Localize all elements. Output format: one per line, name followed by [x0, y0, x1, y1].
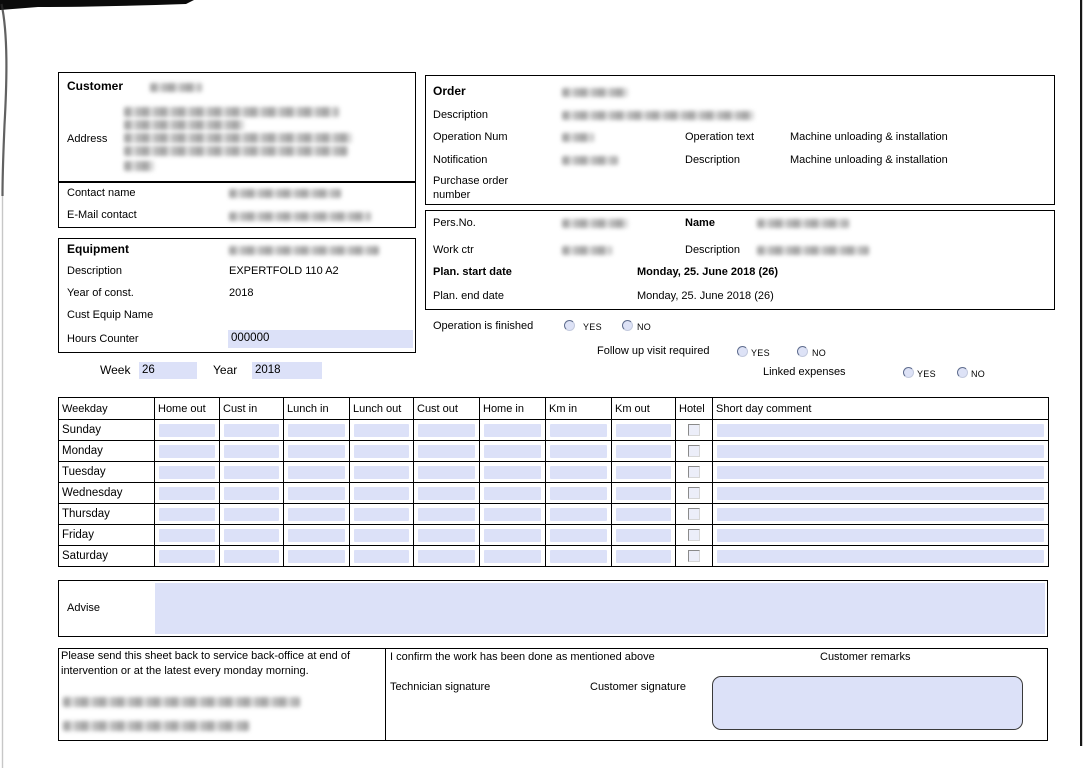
col-header-hotel: Hotel: [676, 398, 713, 420]
confirm-text: I confirm the work has been done as mentioned above: [390, 651, 655, 663]
wednesday-home-out-input[interactable]: [159, 487, 215, 500]
thursday-km-out-input[interactable]: [616, 508, 671, 521]
contact-name-label: Contact name: [67, 187, 136, 199]
wednesday-hotel-checkbox[interactable]: [688, 487, 700, 499]
wednesday-km-out-input[interactable]: [616, 487, 671, 500]
monday-lunch-in-input[interactable]: [288, 445, 345, 458]
operation-finished-no-radio[interactable]: [622, 320, 633, 331]
friday-km-in-input[interactable]: [550, 529, 607, 542]
col-header-lunch-out: Lunch out: [350, 398, 414, 420]
week-label: Week: [100, 363, 131, 377]
sunday-km-in-input[interactable]: [550, 424, 607, 437]
address-line-redacted: [124, 161, 154, 171]
saturday-cust-out-input[interactable]: [418, 550, 475, 563]
col-header-lunch-in: Lunch in: [284, 398, 350, 420]
operation-finished-label: Operation is finished: [433, 320, 534, 332]
thursday-cust-out-input[interactable]: [418, 508, 475, 521]
email-redacted: [229, 212, 371, 221]
saturday-km-in-input[interactable]: [550, 550, 607, 563]
equipment-number-redacted: [229, 246, 379, 255]
table-row-wednesday: [59, 483, 1049, 504]
advise-value: [155, 583, 1045, 587]
tuesday-lunch-out-input[interactable]: [354, 466, 409, 479]
table-row-sunday: [59, 420, 1049, 441]
service-contact-email-redacted: [63, 721, 249, 731]
plan-end-label: Plan. end date: [433, 290, 504, 302]
col-header-home-out: Home out: [155, 398, 220, 420]
wednesday-km-in-input[interactable]: [550, 487, 607, 500]
tuesday-cust-out-input[interactable]: [418, 466, 475, 479]
backoffice-note-text: Please send this sheet back to service back-office at end of intervention or at the latest every monday morning.: [61, 650, 351, 677]
table-row-monday: [59, 441, 1049, 462]
operation-text-value: Machine unloading & installation: [790, 131, 948, 143]
sunday-cust-out-input[interactable]: [418, 424, 475, 437]
tuesday-km-in-input[interactable]: [550, 466, 607, 479]
table-row-thursday: [59, 504, 1049, 525]
linked-expenses-label: Linked expenses: [763, 366, 846, 378]
monday-comment-input[interactable]: [717, 445, 1044, 458]
operation-text-label: Operation text: [685, 131, 755, 143]
weekday-label: Wednesday: [59, 483, 155, 504]
wednesday-cust-in-input[interactable]: [224, 487, 279, 500]
monday-km-out-input[interactable]: [616, 445, 671, 458]
plan-start-label: Plan. start date: [433, 266, 512, 278]
friday-hotel-checkbox[interactable]: [688, 529, 700, 541]
follow-up-no-radio[interactable]: [797, 346, 808, 357]
sunday-home-in-input[interactable]: [484, 424, 541, 437]
col-header-cust-in: Cust in: [220, 398, 284, 420]
wednesday-comment-input[interactable]: [717, 487, 1044, 500]
equipment-label: Equipment: [67, 242, 129, 256]
sunday-km-out-input[interactable]: [616, 424, 671, 437]
follow-up-yes-label: YES: [751, 348, 770, 358]
friday-cust-out-input[interactable]: [418, 529, 475, 542]
customer-number-redacted: [150, 83, 202, 92]
year-of-const-value: 2018: [229, 287, 254, 299]
monday-home-in-input[interactable]: [484, 445, 541, 458]
col-header-cust-out: Cust out: [414, 398, 480, 420]
operation-num-label: Operation Num: [433, 131, 508, 143]
address-line-redacted: [124, 107, 339, 117]
saturday-comment-input[interactable]: [717, 550, 1044, 563]
friday-home-out-input[interactable]: [159, 529, 215, 542]
tuesday-lunch-in-input[interactable]: [288, 466, 345, 479]
timesheet-table: [58, 397, 1049, 567]
wednesday-lunch-in-input[interactable]: [288, 487, 345, 500]
friday-km-out-input[interactable]: [616, 529, 671, 542]
weekday-label: Saturday: [59, 546, 155, 567]
saturday-km-out-input[interactable]: [616, 550, 671, 563]
friday-cust-in-input[interactable]: [224, 529, 279, 542]
equipment-description-label: Description: [67, 265, 123, 277]
pers-no-redacted: [562, 219, 628, 228]
notification-redacted: [562, 156, 618, 165]
order-description-label: Description: [433, 109, 489, 121]
year-of-const-label: Year of const.: [67, 287, 134, 299]
week-value: 26: [142, 364, 155, 376]
week-input[interactable]: [139, 362, 197, 379]
table-row-saturday: [59, 546, 1049, 567]
customer-signature-label: Customer signature: [590, 681, 686, 693]
hours-counter-value: 000000: [231, 332, 270, 344]
technician-signature-label: Technician signature: [390, 681, 491, 693]
notification-description-label: Description: [685, 154, 741, 166]
tuesday-comment-input[interactable]: [717, 466, 1044, 479]
follow-up-label: Follow up visit required: [597, 345, 710, 357]
sunday-hotel-checkbox[interactable]: [688, 424, 700, 436]
col-header-short-day-comment: Short day comment: [713, 398, 1049, 420]
name-redacted: [757, 219, 849, 228]
table-row-tuesday: [59, 462, 1049, 483]
order-label: Order: [433, 84, 466, 98]
purchase-order-label: Purchase order number: [433, 175, 509, 201]
advise-input[interactable]: [155, 583, 1045, 634]
year-label: Year: [213, 363, 238, 377]
linked-expenses-no-label: NO: [971, 369, 986, 379]
plan-end-value: Monday, 25. June 2018 (26): [637, 290, 774, 302]
thursday-km-in-input[interactable]: [550, 508, 607, 521]
name-label: Name: [685, 217, 715, 229]
operation-num-redacted: [562, 133, 594, 142]
thursday-home-in-input[interactable]: [484, 508, 541, 521]
saturday-home-in-input[interactable]: [484, 550, 541, 563]
tuesday-km-out-input[interactable]: [616, 466, 671, 479]
tuesday-home-out-input[interactable]: [159, 466, 215, 479]
operation-finished-no-label: NO: [637, 322, 652, 332]
work-ctr-label: Work ctr: [433, 244, 474, 256]
notification-description-value: Machine unloading & installation: [790, 154, 948, 166]
wednesday-home-in-input[interactable]: [484, 487, 541, 500]
sunday-lunch-in-input[interactable]: [288, 424, 345, 437]
work-ctr-description-redacted: [757, 246, 869, 255]
thursday-home-out-input[interactable]: [159, 508, 215, 521]
saturday-hotel-checkbox[interactable]: [688, 550, 700, 562]
thursday-lunch-out-input[interactable]: [354, 508, 409, 521]
weekday-label: Monday: [59, 441, 155, 462]
customer-remarks-input[interactable]: [712, 676, 1023, 730]
sunday-home-out-input[interactable]: [159, 424, 215, 437]
wednesday-cust-out-input[interactable]: [418, 487, 475, 500]
address-label: Address: [67, 133, 108, 145]
operation-finished-yes-label: YES: [583, 322, 602, 332]
hours-counter-input[interactable]: [228, 330, 413, 348]
linked-expenses-yes-radio[interactable]: [903, 367, 914, 378]
col-header-home-in: Home in: [480, 398, 546, 420]
contact-name-redacted: [229, 189, 341, 198]
col-header-km-in: Km in: [546, 398, 612, 420]
hours-counter-label: Hours Counter: [67, 333, 139, 345]
wednesday-lunch-out-input[interactable]: [354, 487, 409, 500]
saturday-lunch-in-input[interactable]: [288, 550, 345, 563]
notification-label: Notification: [433, 154, 488, 166]
tuesday-hotel-checkbox[interactable]: [688, 466, 700, 478]
service-contact-redacted: [63, 697, 300, 707]
operation-finished-yes-radio[interactable]: [564, 320, 575, 331]
col-header-km-out: Km out: [612, 398, 676, 420]
friday-lunch-in-input[interactable]: [288, 529, 345, 542]
thursday-hotel-checkbox[interactable]: [688, 508, 700, 520]
address-line-redacted: [124, 133, 352, 143]
timesheet-header-row: [59, 398, 1049, 420]
thursday-lunch-in-input[interactable]: [288, 508, 345, 521]
email-label: E-Mail contact: [67, 209, 137, 221]
work-ctr-redacted: [562, 246, 612, 255]
plan-start-value: Monday, 25. June 2018 (26): [637, 266, 779, 278]
customer-label: Customer: [67, 79, 124, 93]
tuesday-home-in-input[interactable]: [484, 466, 541, 479]
friday-lunch-out-input[interactable]: [354, 529, 409, 542]
sunday-comment-input[interactable]: [717, 424, 1044, 437]
monday-km-in-input[interactable]: [550, 445, 607, 458]
weekday-label: Friday: [59, 525, 155, 546]
work-ctr-description-label: Description: [685, 244, 741, 256]
equipment-description-value: EXPERTFOLD 110 A2: [229, 265, 339, 277]
col-header-weekday: Weekday: [59, 398, 155, 420]
monday-hotel-checkbox[interactable]: [688, 445, 700, 457]
year-input[interactable]: [252, 362, 322, 379]
address-line-redacted: [124, 120, 244, 130]
saturday-cust-in-input[interactable]: [224, 550, 279, 563]
monday-cust-out-input[interactable]: [418, 445, 475, 458]
address-line-redacted: [124, 146, 348, 156]
pers-no-label: Pers.No.: [433, 217, 476, 229]
sunday-lunch-out-input[interactable]: [354, 424, 409, 437]
saturday-home-out-input[interactable]: [159, 550, 215, 563]
linked-expenses-no-radio[interactable]: [957, 367, 968, 378]
table-row-friday: [59, 525, 1049, 546]
saturday-lunch-out-input[interactable]: [354, 550, 409, 563]
weekday-label: Thursday: [59, 504, 155, 525]
sunday-cust-in-input[interactable]: [224, 424, 279, 437]
weekday-label: Tuesday: [59, 462, 155, 483]
advise-label: Advise: [67, 602, 101, 614]
follow-up-no-label: NO: [812, 348, 827, 358]
monday-home-out-input[interactable]: [159, 445, 215, 458]
tuesday-cust-in-input[interactable]: [224, 466, 279, 479]
monday-cust-in-input[interactable]: [224, 445, 279, 458]
year-value: 2018: [255, 364, 281, 376]
friday-comment-input[interactable]: [717, 529, 1044, 542]
friday-home-in-input[interactable]: [484, 529, 541, 542]
monday-lunch-out-input[interactable]: [354, 445, 409, 458]
customer-remarks-label: Customer remarks: [820, 651, 911, 663]
thursday-cust-in-input[interactable]: [224, 508, 279, 521]
order-number-redacted: [562, 88, 628, 97]
linked-expenses-yes-label: YES: [917, 369, 936, 379]
weekday-label: Sunday: [59, 420, 155, 441]
order-description-redacted: [562, 111, 754, 120]
follow-up-yes-radio[interactable]: [737, 346, 748, 357]
thursday-comment-input[interactable]: [717, 508, 1044, 521]
cust-equip-name-label: Cust Equip Name: [67, 309, 154, 321]
